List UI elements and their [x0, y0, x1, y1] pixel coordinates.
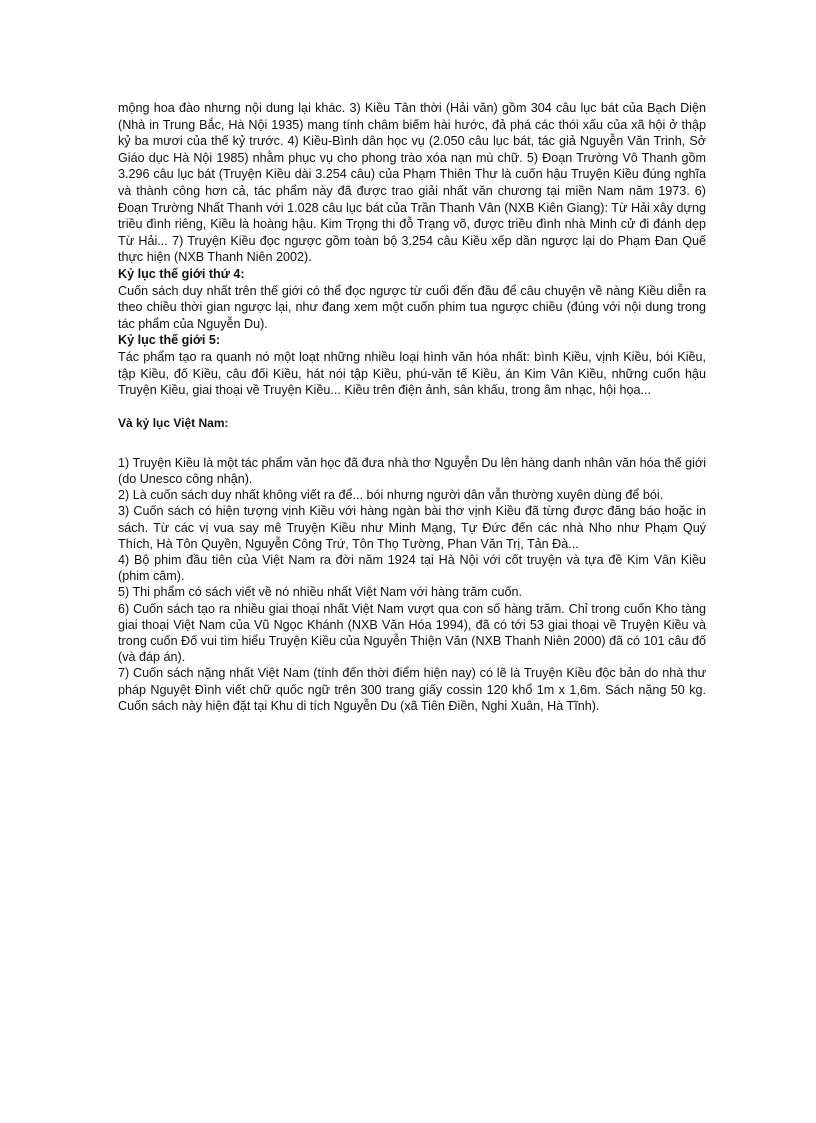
- record-4-text: Cuốn sách duy nhất trên thế giới có thể đọc ngược từ cuối đến đầu để câu chuyện về nàng Kiều diễn ra theo chiều thời gian ngược lại, như đang xem một cuốn phim tua ngược chiều (đúng với nội dung trong tác phẩm của Nguyễn Du).: [118, 283, 706, 331]
- record-5-text: Tác phẩm tạo ra quanh nó một loạt những nhiều loại hình văn hóa nhất: bình Kiều, vịnh Kiều, bói Kiều, tập Kiều, đố Kiều, câu đối Kiều, hát nói tập Kiều, phú-văn tế Kiều, án Kim Vân Kiều, những cuốn hậu Truyện Kiều, giai thoại về Truyện Kiều... Kiều trên điện ảnh, sân khấu, trong âm nhạc, hội họa...: [118, 349, 706, 398]
- record-5-heading: Kỷ lục thế giới 5:: [118, 333, 221, 348]
- vietnam-records-list: [118, 455, 706, 714]
- list-item: 6) Cuốn sách tạo ra nhiều giai thoại nhất Việt Nam vượt qua con số hàng trăm. Chỉ trong cuốn Kho tàng giai thoại Việt Nam của Vũ Ngọc Khánh (NXB Văn Hóa 1994), đã có tới 53 giai thoại về Truyện Kiều và trong cuốn Đố vui tìm hiểu Truyện Kiều của Nguyễn Thiện Văn (NXB Thanh Niên 2000) đã có 101 câu đố (và đáp án).: [118, 601, 706, 665]
- spacer: [118, 399, 706, 415]
- list-item: 7) Cuốn sách nặng nhất Việt Nam (tính đến thời điểm hiện nay) có lẽ là Truyện Kiều độc bản do nhà thư pháp Nguyệt Đình viết chữ quốc ngữ trên 300 trang giấy cossin 120 khổ 1m x 1,6m. Sách nặng 50 kg. Cuốn sách này hiện đặt tại Khu di tích Nguyễn Du (xã Tiên Điền, Nghi Xuân, Hà Tĩnh).: [118, 666, 706, 713]
- list-item: 2) Là cuốn sách duy nhất không viết ra để... bói nhưng người dân vẫn thường xuyên dùng để bói.: [118, 488, 664, 503]
- intro-paragraph: mộng hoa đào nhưng nội dung lại khác. 3) Kiều Tân thời (Hải văn) gồm 304 câu lục bát của Bạch Diện (Nhà in Trung Bắc, Hà Nội 1935) mang tính châm biếm hài hước, đả phá các thói xấu của xã hội ở thập kỷ ba mươi của thế kỷ trước. 4) Kiều-Bình dân học vụ (2.050 câu lục bát, tác giả Nguyễn Văn Trinh, Sở Giáo dục Hà Nội 1985) nhằm phục vụ cho phong trào xóa nạn mù chữ. 5) Đoạn Trường Vô Thanh gồm 3.296 câu lục bát (Truyện Kiều dài 3.254 câu) của Phạm Thiên Thư là cuốn hậu Truyện Kiều đúng nghĩa và thành công hơn cả, tác phẩm này đã được trao giải nhất văn chương tại miền Nam năm 1973. 6) Đoạn Trường Nhất Thanh với 1.028 câu lục bát của Trần Thanh Vân (NXB Kiên Giang): Từ Hải xây dựng triều đình riêng, Kiều là hoàng hậu. Kim Trọng thi đỗ Trạng võ, được triều đình nhà Minh cử đi đánh dẹp Từ Hải... 7) Truyện Kiều đọc ngược gồm toàn bộ 3.254 câu Kiều xếp dần ngược lại do Phạm Đan Quế thực hiện (NXB Thanh Niên 2002).: [118, 101, 706, 265]
- list-item: 3) Cuốn sách có hiện tượng vịnh Kiều với hàng ngàn bài thơ vịnh Kiều đã từng được đăng báo hoặc in sách. Từ các vị vua say mê Truyện Kiều như Minh Mạng, Tự Đức đến các nhà Nho như Phạm Quý Thích, Hà Tôn Quyền, Nguyễn Công Trứ, Tôn Thọ Tường, Phan Văn Trị, Tản Đà...: [118, 504, 706, 551]
- list-item: 1) Truyện Kiều là một tác phẩm văn học đã đưa nhà thơ Nguyễn Du lên hàng danh nhân văn hóa thế giới (do Unesco công nhận).: [118, 455, 706, 486]
- list-item: 5) Thi phẩm có sách viết về nó nhiều nhất Việt Nam với hàng trăm cuốn.: [118, 585, 523, 600]
- spacer: [118, 431, 706, 443]
- document-page: [118, 100, 706, 714]
- vietnam-records-heading: Và kỷ lục Việt Nam:: [118, 415, 229, 430]
- spacer: [118, 443, 706, 455]
- list-item: 4) Bộ phim đầu tiên của Việt Nam ra đời năm 1924 tại Hà Nội với cốt truyện và tựa đề Kim Vân Kiều (phim câm).: [118, 552, 706, 584]
- record-4-heading: Kỷ lục thế giới thứ 4:: [118, 266, 245, 281]
